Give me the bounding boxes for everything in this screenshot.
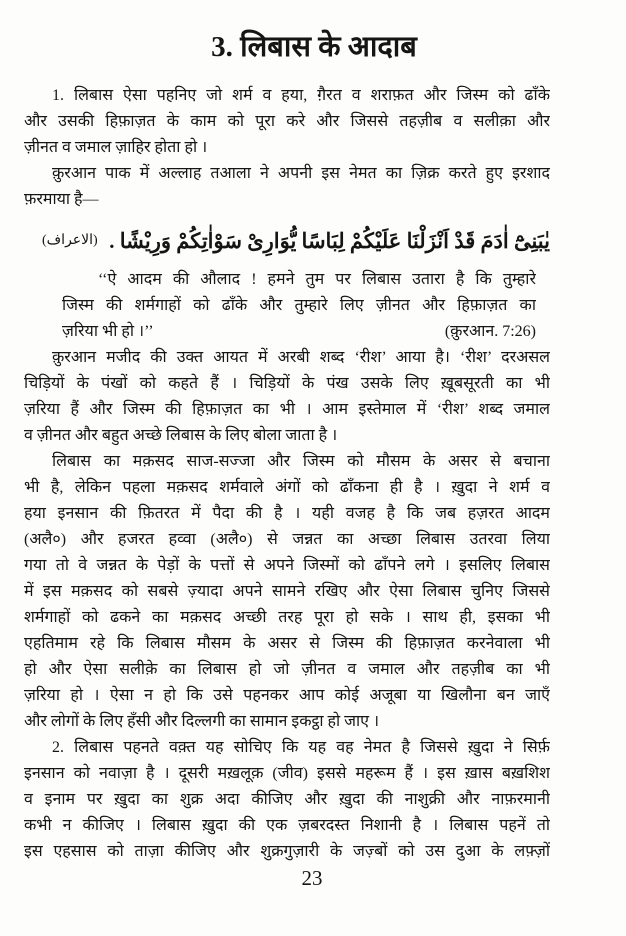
text-line: लिबास का मक़सद साज-सज्जा और जिस्म को मौसम के असर से बचाना [52,453,550,470]
translation-quote [24,267,550,345]
text-line: भी है, लेकिन पहला मक़सद शर्मवाले अंगों को ढाँकना ही है । ख़ुदा ने शर्म व [24,479,550,496]
paragraph-4 [24,449,550,735]
text-line: शर्मगाहों को ढकने का मक़सद अच्छी तरह पूरा हो सके । साथ ही, इसका भी [24,609,550,626]
text-line: 1. लिबास ऐसा पहनिए जो शर्म व हया, ग़ैरत व शराफ़त और जिस्म को ढाँके [52,87,550,104]
text-line: हया इनसान की फ़ितरत में पैदा की है । यही वजह है कि जब हज़रत आदम [24,505,550,522]
page-number: 23 [301,866,323,890]
text-line: (अलै०) और हजरत हव्वा (अलै०) से जन्नत का अच्छा लिबास उतरवा लिया [24,531,550,548]
text-line: हो और ऐसा सलीक़े का लिबास हो जो ज़ीनत व जमाल और तहज़ीब का भी [24,661,550,678]
paragraph-5 [24,735,550,865]
text-line: व ज़ीनत और बहुत अच्छे लिबास के लिए बोला जाता है । [24,427,338,444]
paragraph-2 [24,161,550,213]
quran-verse-arabic [24,221,550,261]
text-line: गया तो वे जन्नत के पेड़ों के पत्तों से अपने जिस्मों को ढाँपने लगे । इसलिए लिबास [24,557,550,574]
text-line: जिस्म की शर्मगाहों को ढाँके और तुम्हारे लिए ज़ीनत और हिफ़ाज़त का [62,297,536,314]
text-line: चिड़ियों के पंखों को कहते हैं । चिड़ियों के पंख उसके लिए ख़ूबसूरती का भी [24,375,550,392]
text-line: इस एहसास को ताज़ा कीजिए और शुक्रगुज़ारी के जज़्बों को उस दुआ के लफ़्ज़ों [24,843,550,860]
text-line: व इनाम पर ख़ुदा का शुक्र अदा कीजिए और ख़ुदा की नाशुक्री और नाफ़रमानी [24,791,550,808]
quote-footer [62,319,536,345]
arabic-verse-text: يٰبَنِىْٓ اٰدَمَ قَدْ اَنْزَلْنَا عَلَيْكُمْ لِبَاسًا يُّوَارِىْ سَوْاٰتِكُمْ وَرِيْشًا . [109,228,550,253]
text-line: एहतिमाम रहे कि लिबास मौसम के असर से जिस्म की हिफ़ाज़त करनेवाला भी [24,635,550,652]
text-line: इनसान को नवाज़ा है । दूसरी मख़लूक़ (जीव) इससे महरूम हैं । इस ख़ास बख़शिश [24,765,550,782]
surah-reference: (الاعراف) [42,232,98,248]
text-line: 2. लिबास पहनते वक़्त यह सोचिए कि यह वह नेमत है जिससे ख़ुदा ने सिर्फ़ [52,739,550,756]
text-line: और उसकी हिफ़ाज़त के काम को पूरा करे और जिससे तहज़ीब व सलीक़ा और [24,113,550,130]
text-line: ज़रिया हैं और जिस्म की हिफ़ाज़त का भी । आम इस्तेमाल में ‘रीश’ शब्द जमाल [24,401,550,418]
text-line: कभी न कीजिए । लिबास ख़ुदा की एक ज़बरदस्त निशानी है । लिबास पहनें तो [24,817,550,834]
text-line: क़ुरआन मजीद की उक्त आयत में अरबी शब्द ‘रीश’ आया है। ‘रीश’ दरअसल [52,349,550,366]
text-line: ज़रिया हो । ऐसा न हो कि उसे पहनकर आप कोई अजूबा या खिलौना बन जाएँ [24,687,550,704]
chapter-title: 3. लिबास के आदाब [211,31,417,63]
paragraph-1 [24,83,550,161]
quote-closing-line: ज़रिया भी हो ।’’ [62,323,154,340]
paragraph-3 [24,345,550,449]
text-line: ज़ीनत व जमाल ज़ाहिर होता हो । [24,139,208,156]
quote-lines [62,267,536,319]
quote-citation: (क़ुरआन. 7:26) [444,323,536,340]
text-line: में इस मक़सद को सबसे ज़्यादा अपने सामने रखिए और ऐसा लिबास चुनिए जिससे [24,583,550,600]
text-line: ‘‘ऐ आदम की औलाद ! हमने तुम पर लिबास उतारा है कि तुम्हारे [98,271,536,288]
text-line: और लोगों के लिए हँसी और दिल्लगी का सामान इकट्ठा हो जाए । [24,713,380,730]
text-line: फ़रमाया है— [24,191,99,208]
text-line: क़ुरआन पाक में अल्लाह तआला ने अपनी इस नेमत का ज़िक्र करते हुए इरशाद [52,165,550,182]
